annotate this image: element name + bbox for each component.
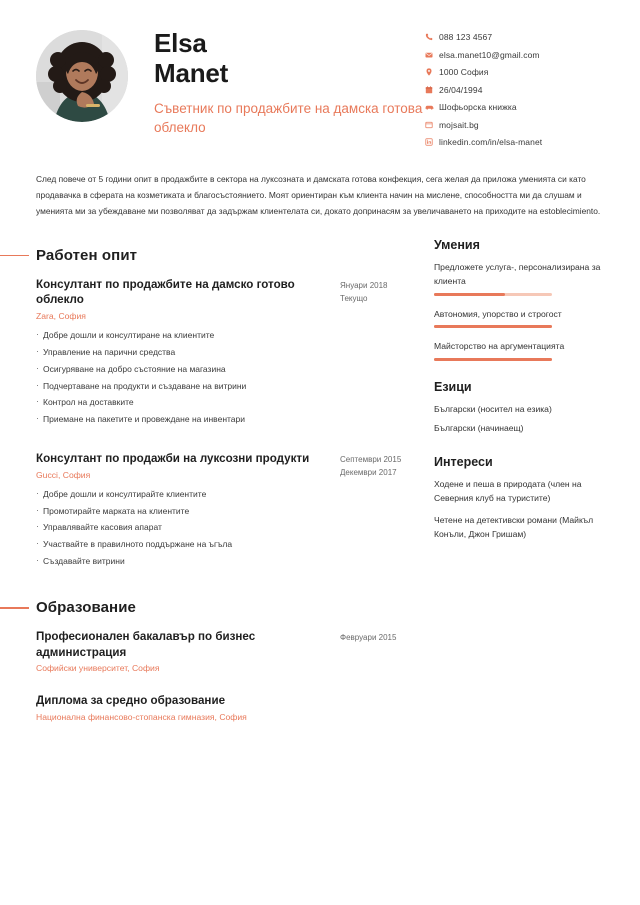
- profile-photo: [36, 30, 128, 122]
- education-entry: [36, 629, 420, 673]
- contact-list: [425, 26, 610, 155]
- entry-dates: [340, 693, 420, 722]
- skill-item: [434, 340, 622, 361]
- entry-main: [36, 629, 340, 673]
- interest-item: Четене на детективски романи (Майкъл Конъли, Джон Гришам): [434, 515, 594, 539]
- avatar: [36, 30, 128, 122]
- section-rule: [0, 607, 29, 609]
- entry-role: Консултант по продажбите на дамско готово облекло: [36, 277, 295, 307]
- contact-row-website[interactable]: [425, 120, 610, 130]
- education-entry: [36, 693, 420, 722]
- contact-website[interactable]: mojsait.bg: [439, 119, 479, 130]
- identity-block: [128, 26, 425, 138]
- entry-degree: Професионален бакалавър по бизнес администрация: [36, 630, 256, 659]
- skill-item: [434, 308, 622, 329]
- interest-item: Ходене и пеша в природата (член на Северния клуб на туристите): [434, 479, 582, 504]
- skill-item: [434, 261, 622, 296]
- contact-linkedin[interactable]: linkedin.com/in/elsa-manet: [439, 137, 543, 147]
- entry-task-list: [36, 330, 330, 425]
- list-item: · Подчертаване на продукти и създаване на витрини: [36, 381, 330, 391]
- browser-icon: [425, 121, 439, 129]
- entry-dates: [340, 277, 420, 431]
- resume-body: [0, 238, 640, 722]
- skill-label: Автономия, упорство и строгост: [434, 308, 562, 319]
- main-column: [0, 238, 420, 722]
- entry-degree: Диплома за средно образование: [36, 694, 226, 708]
- skill-label: Майсторство на аргументацията: [434, 341, 565, 352]
- list-item: · Промотирайте марката на клиентите: [36, 506, 330, 516]
- section-title-skills: Умения: [434, 237, 480, 252]
- language-item: Български (начинаещ): [434, 423, 524, 434]
- sidebar-column: [420, 238, 640, 722]
- contact-phone: 088 123 4567: [439, 32, 493, 42]
- list-item: · Приемане на пакетите и провеждане на инвентари: [36, 414, 330, 424]
- list-item: · Създавайте витрини: [36, 556, 330, 566]
- contact-row-birthdate: [425, 85, 610, 95]
- entry-date-start: Януари 2018: [340, 280, 388, 290]
- profile-photo-illustration: [36, 30, 128, 122]
- skill-bar-fill: [434, 293, 505, 296]
- skill-label: Предложете услуга-, персонализирана за клиента: [434, 261, 601, 286]
- list-item: · Участвайте в правилното поддържане на ъгъла: [36, 539, 330, 549]
- job-title: Съветник по продажбите на дамска готова облекло: [154, 101, 423, 136]
- car-icon: [425, 103, 439, 111]
- entry-main: [36, 451, 340, 573]
- calendar-icon: [425, 86, 439, 94]
- contact-row-license: [425, 102, 610, 112]
- entry-dates: [340, 451, 420, 573]
- resume-header: [0, 0, 640, 155]
- entry-organization: Gucci, София: [36, 469, 91, 480]
- contact-birthdate: 26/04/1994: [439, 84, 483, 95]
- list-item: · Осигуряване на добро състояние на магазина: [36, 364, 330, 374]
- linkedin-icon: [425, 138, 439, 146]
- first-name: Elsa: [154, 28, 207, 58]
- contact-email: elsa.manet10@gmail.com: [439, 49, 540, 60]
- contact-row-email: [425, 50, 610, 60]
- section-languages: [434, 380, 622, 436]
- envelope-icon: [425, 51, 439, 59]
- section-education: [36, 590, 420, 616]
- last-name: Manet: [154, 58, 229, 89]
- list-item: · Управление на парични средства: [36, 347, 330, 357]
- section-title-education: Образование: [36, 599, 136, 617]
- contact-row-location: [425, 67, 610, 77]
- skill-bar-fill: [434, 358, 552, 361]
- entry-date-end: Текущо: [340, 293, 368, 303]
- list-item: · Контрол на доставките: [36, 397, 330, 407]
- entry-institution: Национална финансово-стопанска гимназия, София: [36, 711, 247, 722]
- entry-main: [36, 693, 340, 722]
- contact-birthdate-city: 1000 София: [439, 67, 489, 77]
- contact-driving-license: Шофьорска книжка: [439, 102, 517, 112]
- contact-row-phone: [425, 32, 610, 42]
- location-pin-icon: [425, 68, 439, 76]
- section-rule: [0, 255, 29, 257]
- section-title-languages: Езици: [434, 380, 472, 395]
- entry-task-list: [36, 489, 330, 567]
- skill-bar-fill: [434, 325, 552, 328]
- skill-bar-track: [434, 293, 552, 296]
- entry-date-start: Септември 2015: [340, 455, 402, 465]
- skill-bar-track: [434, 358, 552, 361]
- contact-row-linkedin[interactable]: [425, 137, 610, 147]
- entry-date-start: Февруари 2015: [340, 633, 397, 643]
- section-experience: [36, 238, 420, 264]
- section-interests: [434, 455, 622, 542]
- experience-entry: [36, 277, 420, 431]
- list-item: · Добре дошли и консултирайте клиентите: [36, 489, 330, 499]
- skill-bar-track: [434, 325, 552, 328]
- entry-dates: [340, 629, 420, 673]
- phone-icon: [425, 33, 439, 41]
- entry-institution: Софийски университет, София: [36, 663, 160, 674]
- section-title-interests: Интереси: [434, 455, 493, 470]
- section-skills: [434, 238, 622, 362]
- entry-role: Консултант по продажби на луксозни продукти: [36, 452, 310, 466]
- entry-main: [36, 277, 340, 431]
- entry-organization: Zara, София: [36, 310, 86, 321]
- section-title-experience: Работен опит: [36, 246, 138, 264]
- page-title: [154, 28, 425, 88]
- experience-entry: [36, 451, 420, 573]
- language-item: Български (носител на езика): [434, 404, 552, 415]
- list-item: · Добре дошли и консултиране на клиентите: [36, 330, 330, 340]
- entry-date-end: Декември 2017: [340, 468, 397, 478]
- list-item: · Управлявайте касовия апарат: [36, 522, 330, 532]
- profile-summary: След повече от 5 години опит в продажбите в сектора на луксозната и дамската готова конфекция, сега желая да приложа уменията си като продавачка в сферата на козметиката и благосъстоянието. Моят ориентиран към клиента начин на мислене, способността ми да слушам и уменията ми за убеждаване ми позволяват да задържам клиентелата си, докато допринасям за увеличаването на приходите на estoblecimiento.: [36, 173, 601, 217]
